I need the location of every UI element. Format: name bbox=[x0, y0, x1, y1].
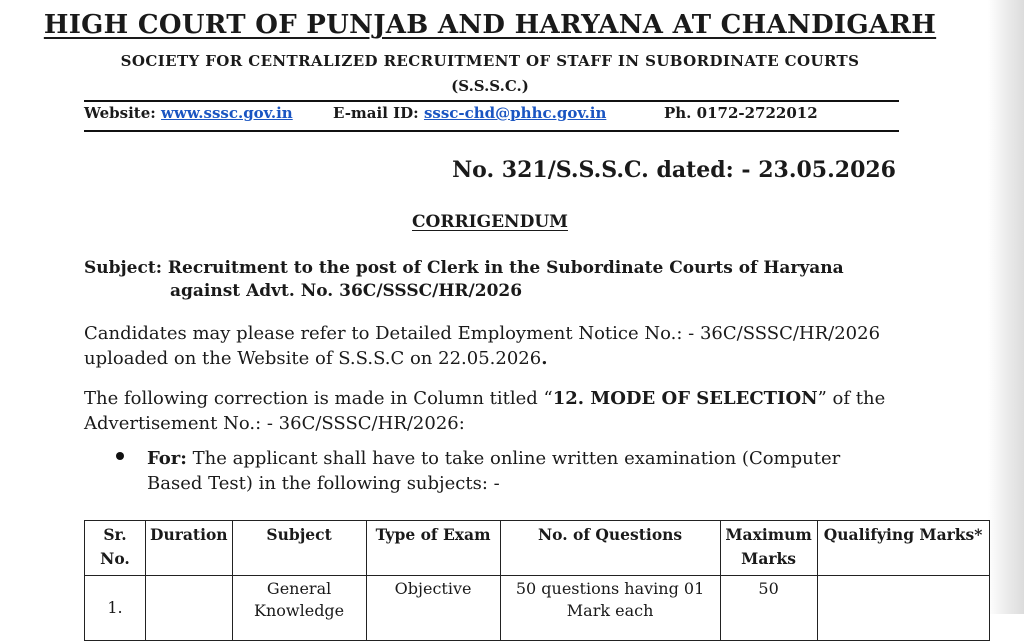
bullet-label: For: bbox=[147, 448, 187, 469]
society-abbreviation: (S.S.S.C.) bbox=[451, 77, 529, 95]
table-row bbox=[85, 576, 990, 641]
exam-bullet bbox=[147, 446, 887, 496]
notice-number: No. 321/S.S.S.C. dated: - 23.05.2026 bbox=[452, 157, 896, 183]
column-title: 12. MODE OF SELECTION bbox=[552, 388, 818, 409]
subject-line-1: Recruitment to the post of Clerk in the Subordinate Courts of Haryana bbox=[167, 258, 844, 278]
bullet-icon bbox=[116, 452, 124, 460]
exam-table bbox=[84, 520, 990, 641]
cell-qualifying-marks bbox=[817, 576, 989, 641]
cell-type-of-exam: Objective bbox=[366, 576, 500, 641]
cell-duration bbox=[146, 576, 233, 641]
cell-no-of-questions: 50 questions having 01 Mark each bbox=[500, 576, 720, 641]
cell-subject: General Knowledge bbox=[232, 576, 366, 641]
society-name: SOCIETY FOR CENTRALIZED RECRUITMENT OF STAFF IN SUBORDINATE COURTS bbox=[120, 52, 860, 70]
header-maximum-marks: Maximum Marks bbox=[720, 521, 817, 576]
bullet-text: The applicant shall have to take online written examination (Computer Based Test) in the following subjects: - bbox=[147, 448, 841, 494]
reference-paragraph bbox=[84, 321, 904, 371]
table-header-row bbox=[85, 521, 990, 576]
email-contact bbox=[333, 104, 606, 122]
header-rule-bottom bbox=[84, 130, 899, 132]
header-qualifying-marks: Qualifying Marks* bbox=[817, 521, 989, 576]
subject-label: Subject: bbox=[84, 258, 162, 278]
email-label: E-mail ID: bbox=[333, 104, 419, 122]
subject-line-2: against Advt. No. 36C/SSSC/HR/2026 bbox=[170, 281, 523, 301]
correction-text-start: The following correction is made in Column titled “ bbox=[84, 388, 553, 409]
header-sr-no: Sr. No. bbox=[85, 521, 146, 576]
correction-paragraph bbox=[84, 386, 904, 436]
correction-text-end: ” of the Advertisement No.: - 36C/SSSC/HR/2026: bbox=[84, 388, 886, 434]
reference-end: . bbox=[541, 348, 548, 369]
reference-text: Candidates may please refer to Detailed Employment Notice No.: - 36C/SSSC/HR/2026 uploaded on the Website of S.S.S.C on 22.05.2026 bbox=[84, 323, 881, 369]
corrigendum-heading: CORRIGENDUM bbox=[412, 212, 568, 232]
cell-sr-no: 1. bbox=[85, 576, 146, 641]
website-label: Website: bbox=[84, 104, 156, 122]
header-type-of-exam: Type of Exam bbox=[366, 521, 500, 576]
page-edge-shadow bbox=[988, 0, 1024, 614]
header-rule-top bbox=[84, 100, 899, 102]
website-contact bbox=[84, 104, 293, 122]
header-no-of-questions: No. of Questions bbox=[500, 521, 720, 576]
header-subject: Subject bbox=[232, 521, 366, 576]
email-link[interactable]: sssc-chd@phhc.gov.in bbox=[423, 104, 607, 122]
header-duration: Duration bbox=[146, 521, 233, 576]
website-link[interactable]: www.sssc.gov.in bbox=[161, 104, 293, 122]
cell-maximum-marks: 50 bbox=[720, 576, 817, 641]
phone-number: Ph. 0172-2722012 bbox=[664, 104, 818, 122]
court-title: HIGH COURT OF PUNJAB AND HARYANA AT CHANDIGARH bbox=[43, 10, 937, 40]
subject-block bbox=[84, 257, 844, 303]
